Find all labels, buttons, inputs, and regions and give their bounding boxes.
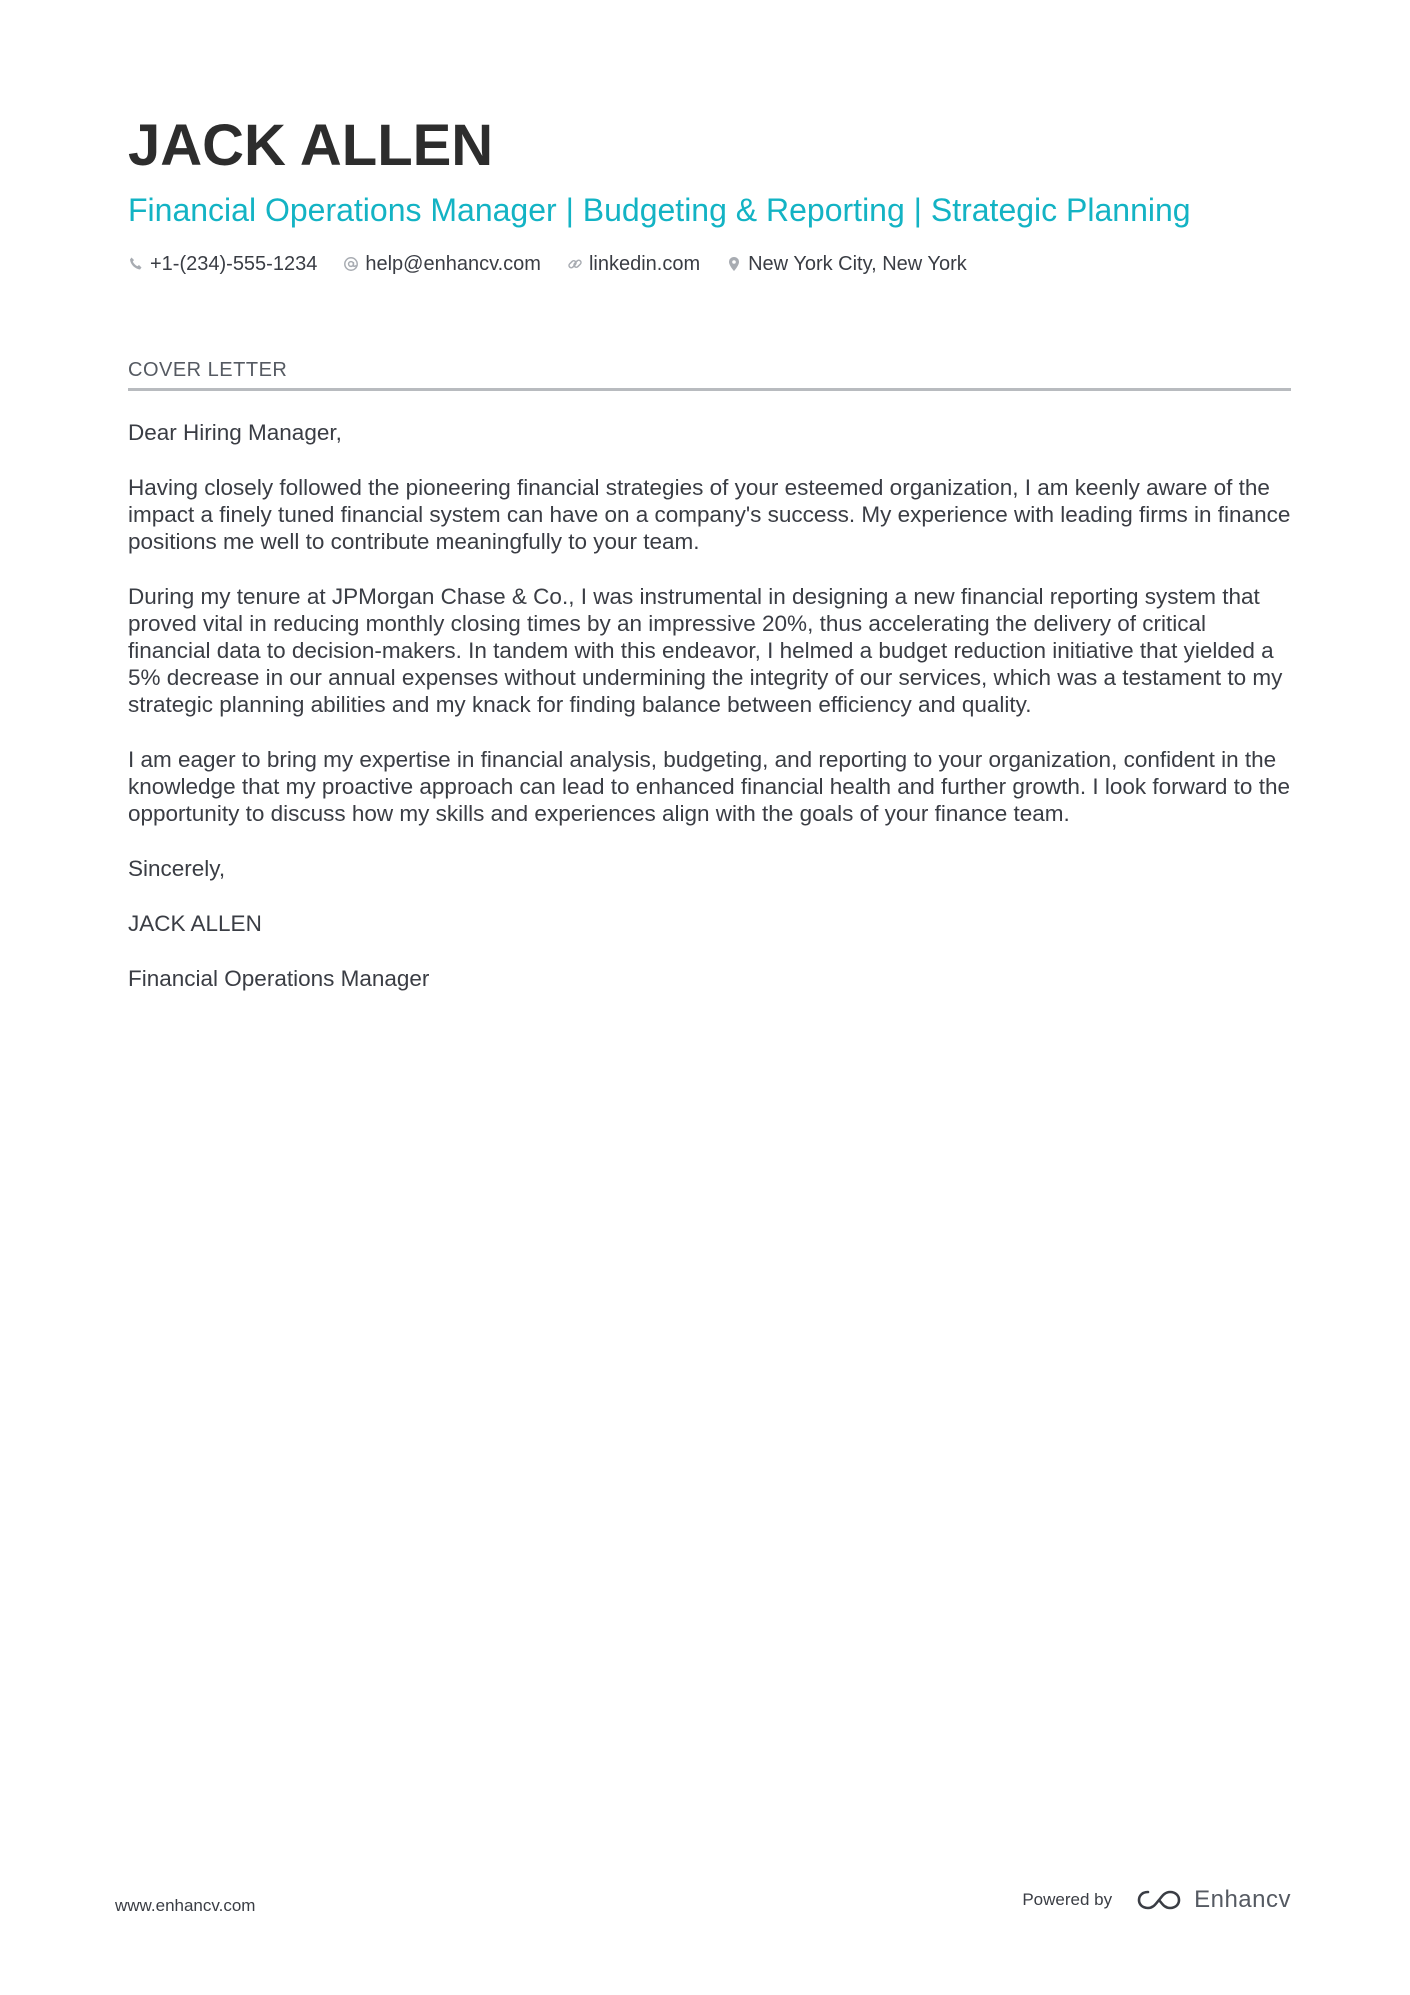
link-icon bbox=[567, 256, 583, 272]
letter-body bbox=[128, 419, 1291, 992]
letter-closing: Sincerely, bbox=[128, 856, 226, 881]
phone-icon bbox=[128, 256, 144, 272]
contact-linkedin bbox=[567, 250, 700, 278]
candidate-headline: Financial Operations Manager | Budgeting & Reporting | Strategic Planning bbox=[128, 192, 1191, 228]
contact-phone-text[interactable]: +1-(234)-555-1234 bbox=[150, 253, 318, 275]
contact-bar bbox=[128, 250, 1291, 278]
contact-email bbox=[343, 250, 541, 278]
signature-title: Financial Operations Manager bbox=[128, 966, 430, 991]
signature-name: JACK ALLEN bbox=[128, 911, 262, 936]
contact-location-text: New York City, New York bbox=[748, 253, 967, 275]
brand-logo[interactable] bbox=[1136, 1886, 1291, 1914]
cover-letter-page bbox=[128, 108, 1291, 1020]
letter-greeting: Dear Hiring Manager, bbox=[128, 420, 342, 445]
powered-by-label: Powered by bbox=[1022, 1890, 1113, 1909]
contact-email-text[interactable]: help@enhancv.com bbox=[365, 253, 541, 275]
candidate-name: JACK ALLEN bbox=[128, 113, 494, 178]
contact-linkedin-text[interactable]: linkedin.com bbox=[588, 253, 701, 275]
letter-paragraph: I am eager to bring my expertise in financial analysis, budgeting, and reporting to your organization, confident in the knowledge that my proactive approach can lead to enhanced financial health and further growth. I look forward to the opportunity to discuss how my skills and experiences align with the goals of your finance team. bbox=[128, 747, 1290, 826]
letter-paragraph: Having closely followed the pioneering financial strategies of your esteemed organization, I am keenly aware of the impact a finely tuned financial system can have on a company's success. My experience with leading firms in finance positions me well to contribute meaningfully to your team. bbox=[128, 475, 1291, 554]
brand-name: Enhancv bbox=[1194, 1886, 1291, 1913]
at-icon bbox=[343, 256, 359, 272]
section-title-cover-letter: COVER LETTER bbox=[128, 358, 1291, 391]
enhancv-logo-icon bbox=[1136, 1888, 1182, 1912]
footer-website[interactable]: www.enhancv.com bbox=[115, 1896, 256, 1915]
footer-branding bbox=[1022, 1886, 1291, 1914]
location-pin-icon bbox=[726, 256, 742, 272]
letter-paragraph: During my tenure at JPMorgan Chase & Co., I was instrumental in designing a new financial reporting system that proved vital in reducing monthly closing times by an impressive 20%, thus accelerating the delivery of critical financial data to decision-makers. In tandem with this endeavor, I helmed a budget reduction initiative that yielded a 5% decrease in our annual expenses without undermining the integrity of our services, which was a testament to my strategic planning abilities and my knack for finding balance between efficiency and quality. bbox=[128, 584, 1283, 717]
contact-location bbox=[726, 250, 967, 278]
contact-phone bbox=[128, 250, 317, 278]
